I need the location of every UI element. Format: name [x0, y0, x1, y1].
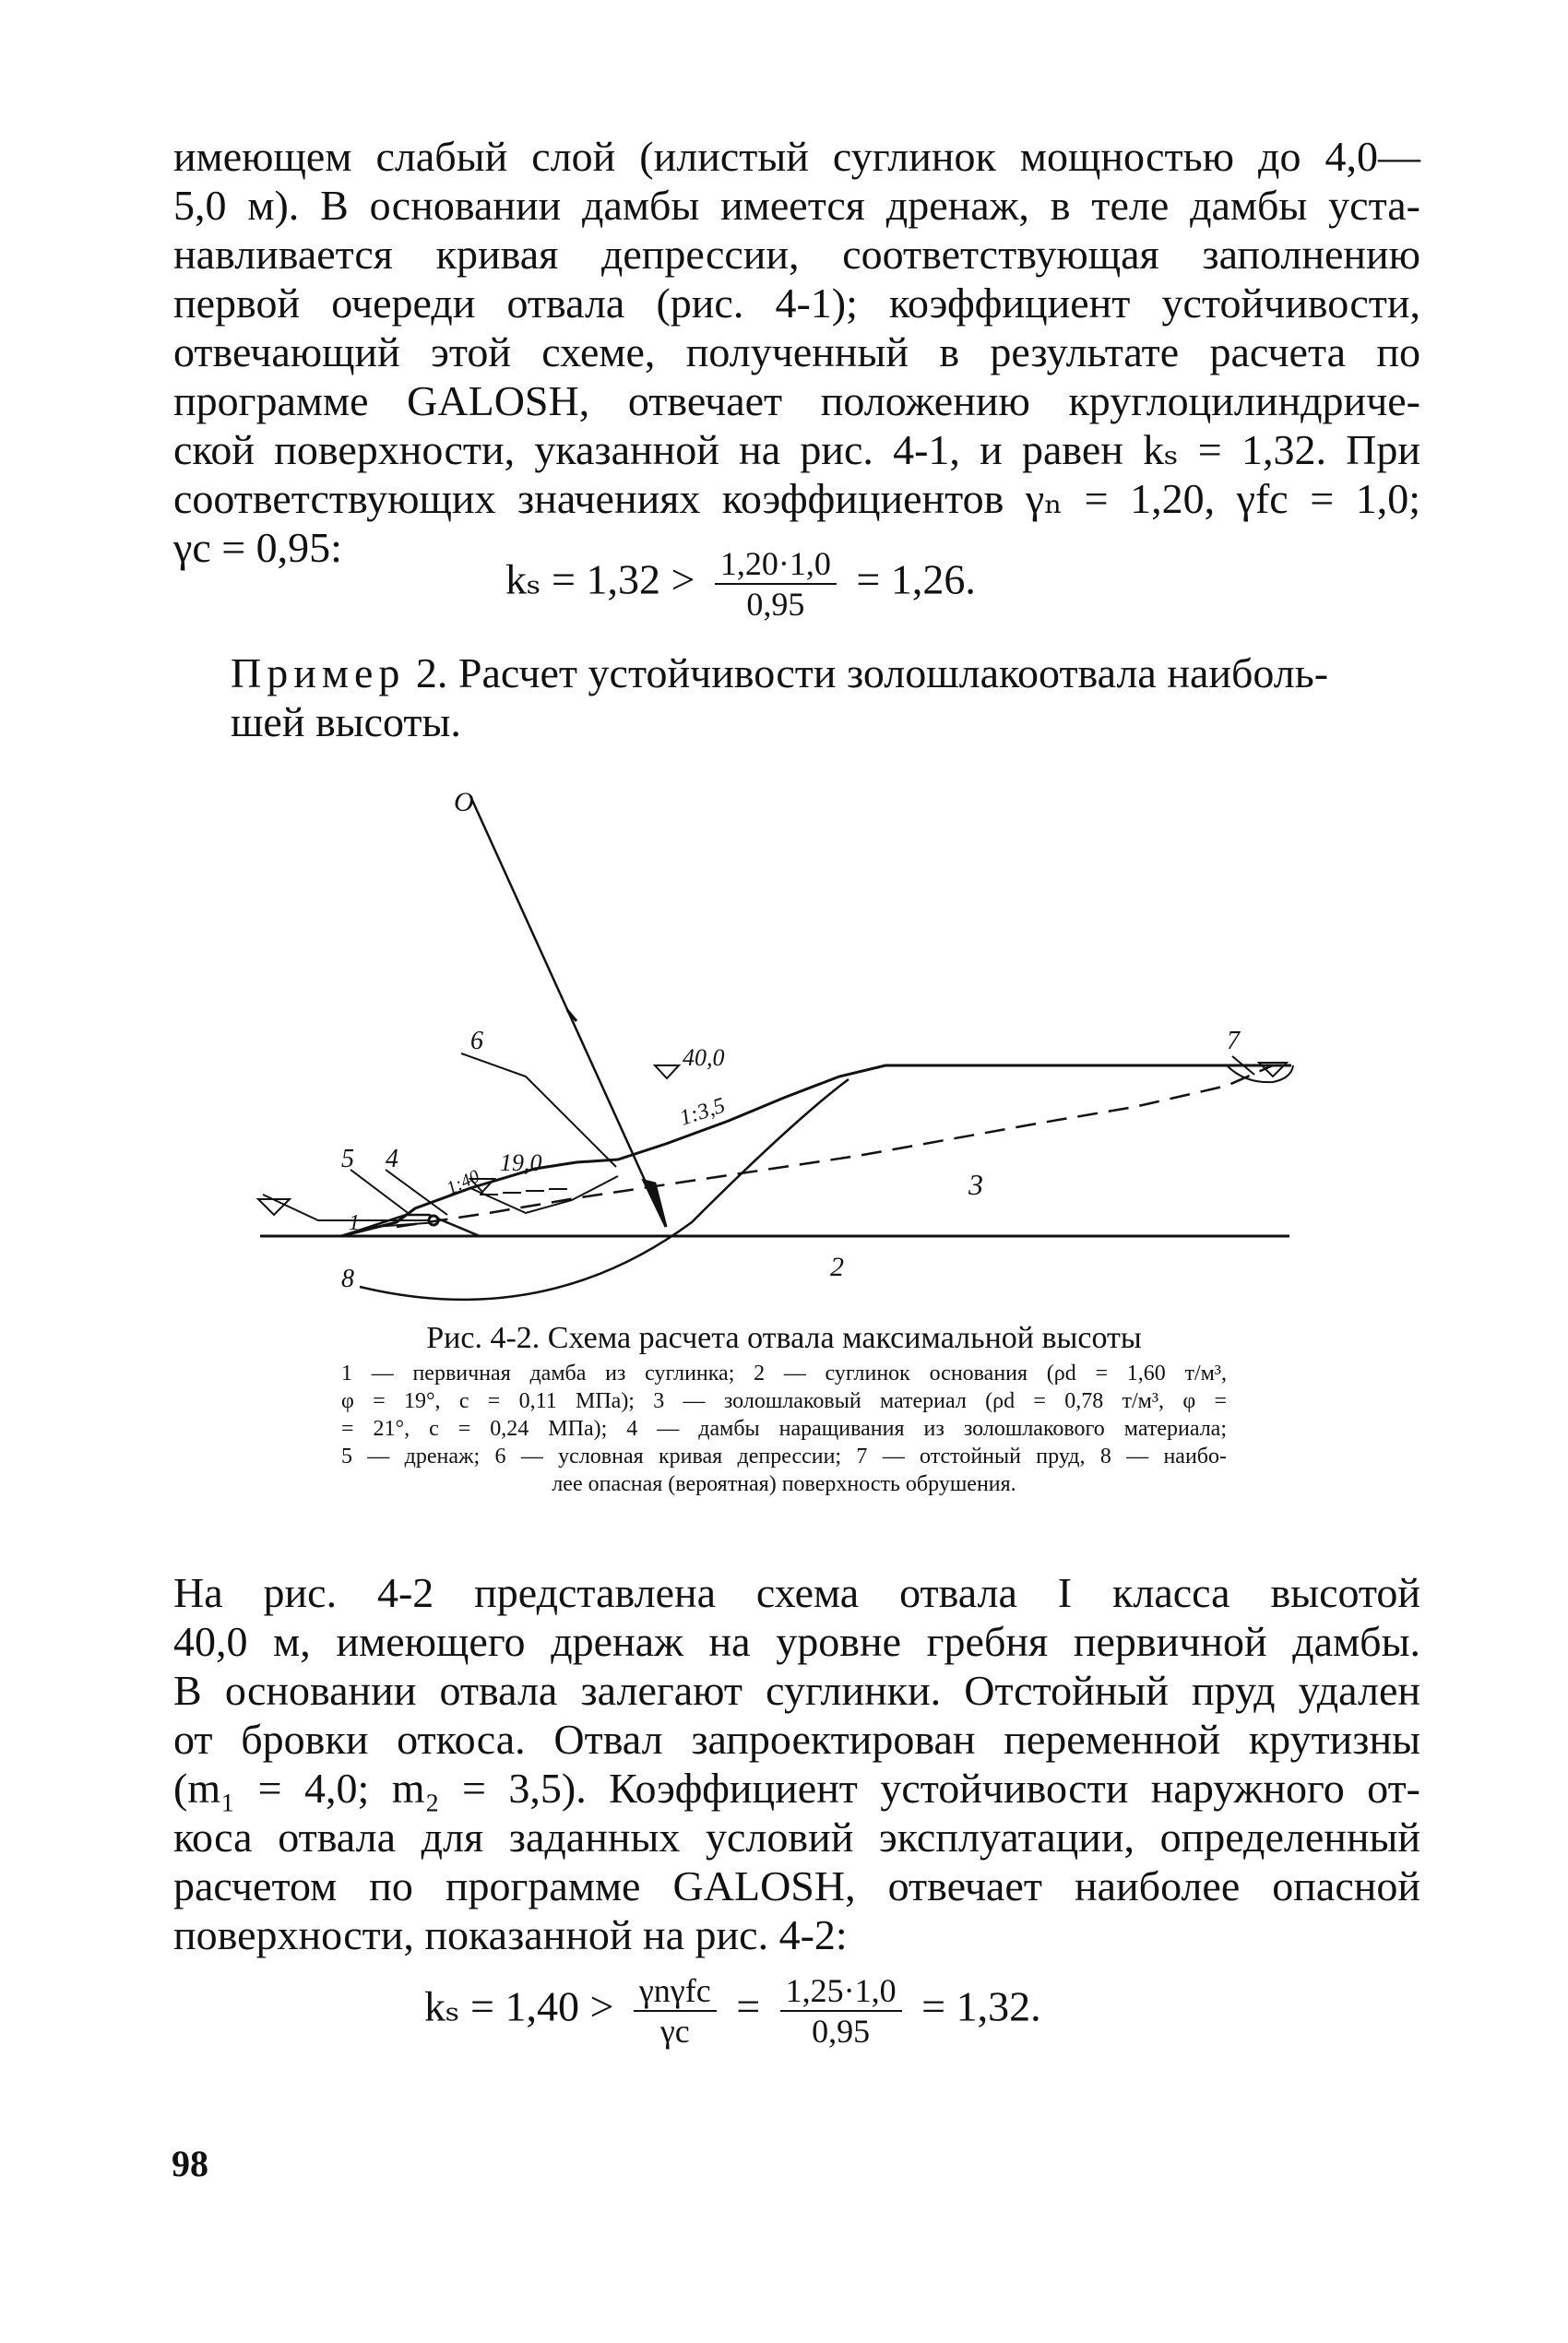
text-line: соответствующих значениях коэффициентов γₙ = 1,20, γfc = 1,0; [173, 475, 1420, 522]
formula-ks-2 [424, 1971, 1041, 2051]
fraction-denominator: γc [659, 2013, 690, 2050]
example-label: Пример [231, 649, 406, 696]
dump-scheme-figure [249, 789, 1319, 1314]
text-line: первой очереди отвала (рис. 4-1); коэффициент устойчивости, [173, 279, 1420, 327]
outer-slope [341, 1065, 1291, 1236]
figure-caption [341, 1321, 1227, 1498]
label-6: 6 [470, 1027, 483, 1055]
text-line: ской поверхности, указанной на рис. 4-1, и равен kₛ = 1,32. При [173, 426, 1420, 473]
text-line: расчетом по программе GALOSH, отвечает наиболее опасной [173, 1862, 1420, 1909]
fraction-denominator: 0,95 [746, 586, 805, 623]
slope-1-3-5: 1:3,5 [676, 1093, 729, 1131]
text-line: В основании отвала залегают суглинки. Отстойный пруд удален [173, 1667, 1420, 1714]
text-line: коса отвала для заданных условий эксплуатации, определенный [173, 1814, 1420, 1861]
text-line: (m₁ = 4,0; m₂ = 3,5). Коэффициент устойчивости наружного от- [173, 1765, 1420, 1812]
label-1: 1 [349, 1211, 360, 1235]
text-line: отвечающий этой схеме, полученный в результате расчета по [173, 328, 1420, 375]
formula-fraction-numeric [780, 1971, 902, 2051]
paragraph-scheme-description [173, 1568, 1420, 1959]
label-5: 5 [341, 1145, 354, 1173]
pond-surface [1227, 1065, 1293, 1082]
legend-line: 1 — первичная дамба из суглинка; 2 — суглинок основания (ρd = 1,60 т/м³, [341, 1362, 1227, 1386]
legend-line: φ = 19°, c = 0,11 МПа); 3 — золошлаковый материал (ρd = 0,78 т/м³, φ = [341, 1389, 1227, 1413]
elev-40-marker [655, 1065, 679, 1078]
text-line: навливается кривая депрессии, соответствующая заполнению [173, 231, 1420, 278]
formula-ks-1 [505, 544, 976, 624]
text-line: На рис. 4-2 представлена схема отвала I класса высотой [173, 1569, 1420, 1616]
formula-lhs: kₛ = 1,40 > [424, 1982, 614, 2030]
legend-line: лее опасная (вероятная) поверхность обрушения. [552, 1472, 1016, 1496]
label-3: 3 [968, 1168, 983, 1201]
label-8: 8 [341, 1265, 354, 1293]
slope-1-40: 1:40 [443, 1166, 483, 1199]
formula-lhs: kₛ = 1,32 > [505, 555, 695, 603]
fraction-numerator: γnγfc [634, 1971, 717, 2012]
formula-rhs: = 1,26. [856, 555, 976, 603]
label-2: 2 [830, 1252, 844, 1282]
text-line: программе GALOSH, отвечает положению круглоцилиндриче- [173, 377, 1420, 424]
label-7: 7 [1227, 1027, 1240, 1055]
example-title: 2. Расчет устойчивости золошлакоотвала наиболь- [415, 649, 1329, 696]
text-line: 40,0 м, имеющего дренаж на уровне гребня первичной дамбы. [173, 1618, 1420, 1665]
failure-surface-arc [360, 1079, 849, 1300]
text-line: γc = 0,95: [173, 524, 342, 571]
formula-rhs: = 1,32. [921, 1982, 1041, 2030]
fraction-denominator: 0,95 [812, 2013, 871, 2050]
paragraph-intro [173, 132, 1420, 572]
text-line: шей высоты. [231, 698, 461, 745]
fraction-numerator: 1,25·1,0 [780, 1971, 902, 2012]
label-o: O [454, 789, 474, 817]
water-level-marker-left [258, 1199, 290, 1215]
legend-line: 5 — дренаж; 6 — условная кривая депрессии; 7 — отстойный пруд, 8 — наибо- [341, 1445, 1227, 1469]
dam-4-hatch [480, 1189, 567, 1195]
formula-equals: = [736, 1982, 761, 2030]
caption-title: Рис. 4-2. Схема расчета отвала максимальной высоты [426, 1321, 1142, 1355]
text-line: от бровки откоса. Отвал запроектирован переменной крутизны [173, 1716, 1420, 1763]
example-heading [231, 648, 1420, 746]
label-4: 4 [386, 1145, 398, 1173]
text-line: 5,0 м). В основании дамбы имеется дренаж, в теле дамбы уста- [173, 182, 1420, 229]
label-5-leader [350, 1170, 410, 1215]
formula-fraction [715, 544, 837, 624]
formula-fraction-symbolic [634, 1971, 717, 2051]
legend-line: = 21°, c = 0,24 МПа); 4 — дамбы наращивания из золошлакового материала; [341, 1417, 1227, 1441]
fraction-numerator: 1,20·1,0 [715, 544, 837, 585]
caption-legend [341, 1360, 1227, 1498]
text-line [231, 648, 1420, 697]
elevation-40: 40,0 [683, 1044, 725, 1071]
page-number: 98 [172, 2143, 208, 2184]
text-line: имеющем слабый слой (илистый суглинок мощностью до 4,0— [173, 133, 1420, 180]
text-line: поверхности, показанной на рис. 4-2: [173, 1911, 848, 1958]
elevation-19: 19,0 [500, 1149, 542, 1176]
